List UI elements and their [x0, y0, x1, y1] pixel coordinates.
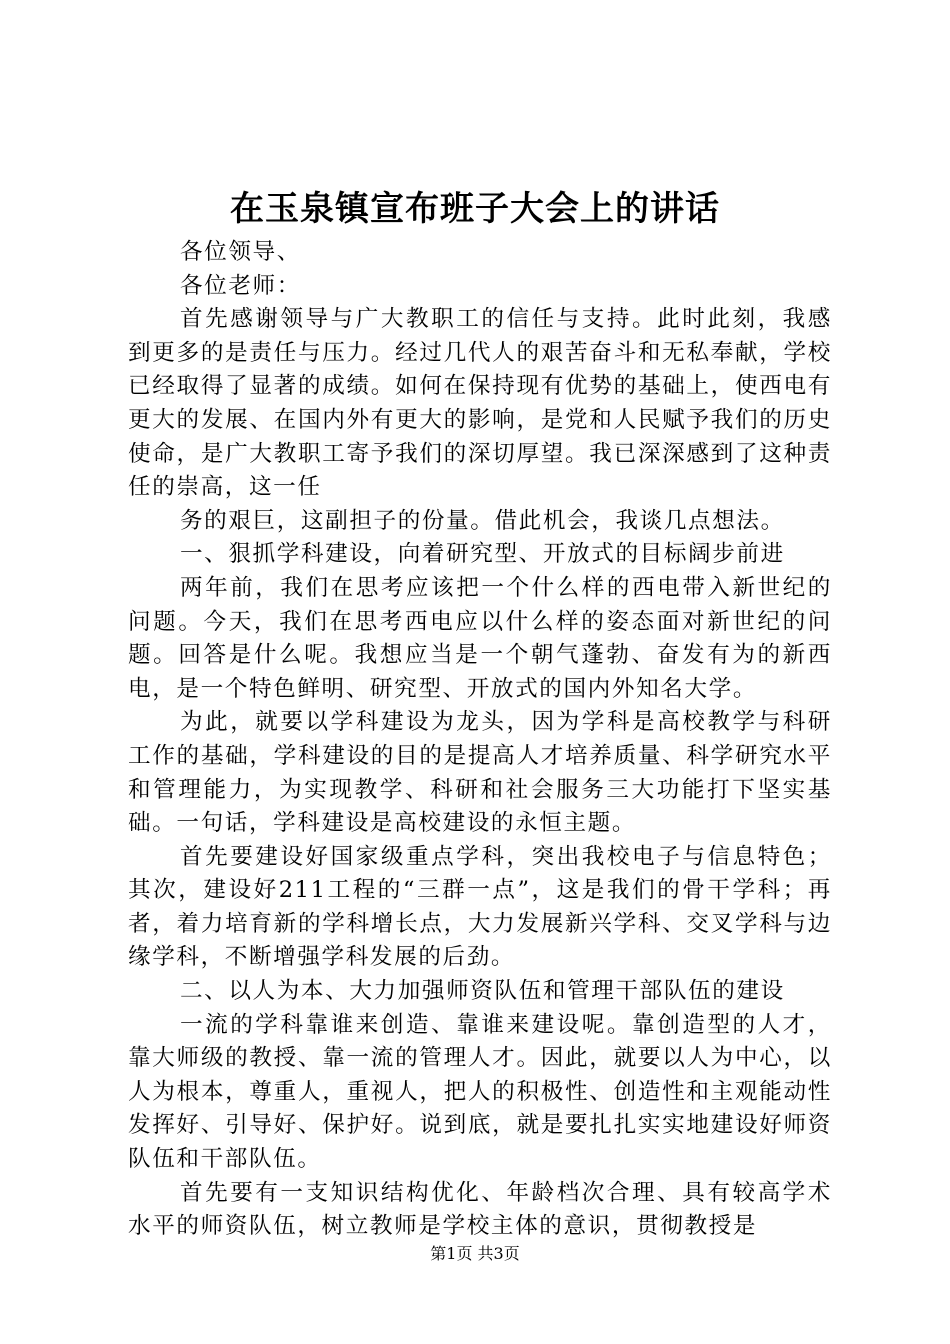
paragraph: 两年前，我们在思考应该把一个什么样的西电带入新世纪的问题。今天，我们在思考西电应以什么样的姿态面对新世纪的问题。回答是什么呢。我想应当是一个朝气蓬勃、奋发有为的新西电，是一个特色鲜明、研究型、开放式的国内外知名大学。 [128, 574, 832, 702]
document-title: 在玉泉镇宣布班子大会上的讲话 [230, 189, 720, 229]
paragraph: 为此，就要以学科建设为龙头，因为学科是高校教学与科研工作的基础，学科建设的目的是提高人才培养质量、科学研究水平和管理能力，为实现教学、科研和社会服务三大功能打下坚实基础。一句话，学科建设是高校建设的永恒主题。 [128, 709, 832, 837]
document-body [128, 236, 832, 1244]
salutation-teachers: 各位老师： [179, 272, 301, 299]
page-number: 第1页 共3页 [430, 1244, 520, 1263]
paragraph: 首先要有一支知识结构优化、年龄档次合理、具有较高学术水平的师资队伍，树立教师是学校主体的意识，贯彻教授是 [128, 1179, 832, 1240]
section-heading-1: 一、狠抓学科建设，向着研究型、开放式的目标阔步前进 [179, 541, 785, 568]
paragraph-opening-continued: 务的艰巨，这副担子的份量。借此机会，我谈几点想法。 [179, 507, 785, 534]
paragraph: 首先要建设好国家级重点学科，突出我校电子与信息特色；其次，建设好211工程的“三群一点”，这是我们的骨干学科；再者，着力培育新的学科增长点，大力发展新兴学科、交叉学科与边缘学科，不断增强学科发展的后劲。 [128, 843, 832, 971]
section-heading-2: 二、以人为本、大力加强师资队伍和管理干部队伍的建设 [179, 978, 785, 1005]
paragraph: 一流的学科靠谁来创造、靠谁来建设呢。靠创造型的人才，靠大师级的教授、靠一流的管理人才。因此，就要以人为中心，以人为根本，尊重人，重视人，把人的积极性、创造性和主观能动性发挥好、引导好、保护好。说到底，就是要扎扎实实地建设好师资队伍和干部队伍。 [128, 1011, 832, 1173]
salutation-leaders: 各位领导、 [179, 239, 301, 265]
paragraph-opening: 首先感谢领导与广大教职工的信任与支持。此时此刻，我感到更多的是责任与压力。经过几代人的艰苦奋斗和无私奉献，学校已经取得了显著的成绩。如何在保持现有优势的基础上，使西电有更大的发展、在国内外有更大的影响，是党和人民赋予我们的历史使命，是广大教职工寄予我们的深切厚望。我已深深感到了这种责任的崇高，这一任 [128, 306, 832, 501]
